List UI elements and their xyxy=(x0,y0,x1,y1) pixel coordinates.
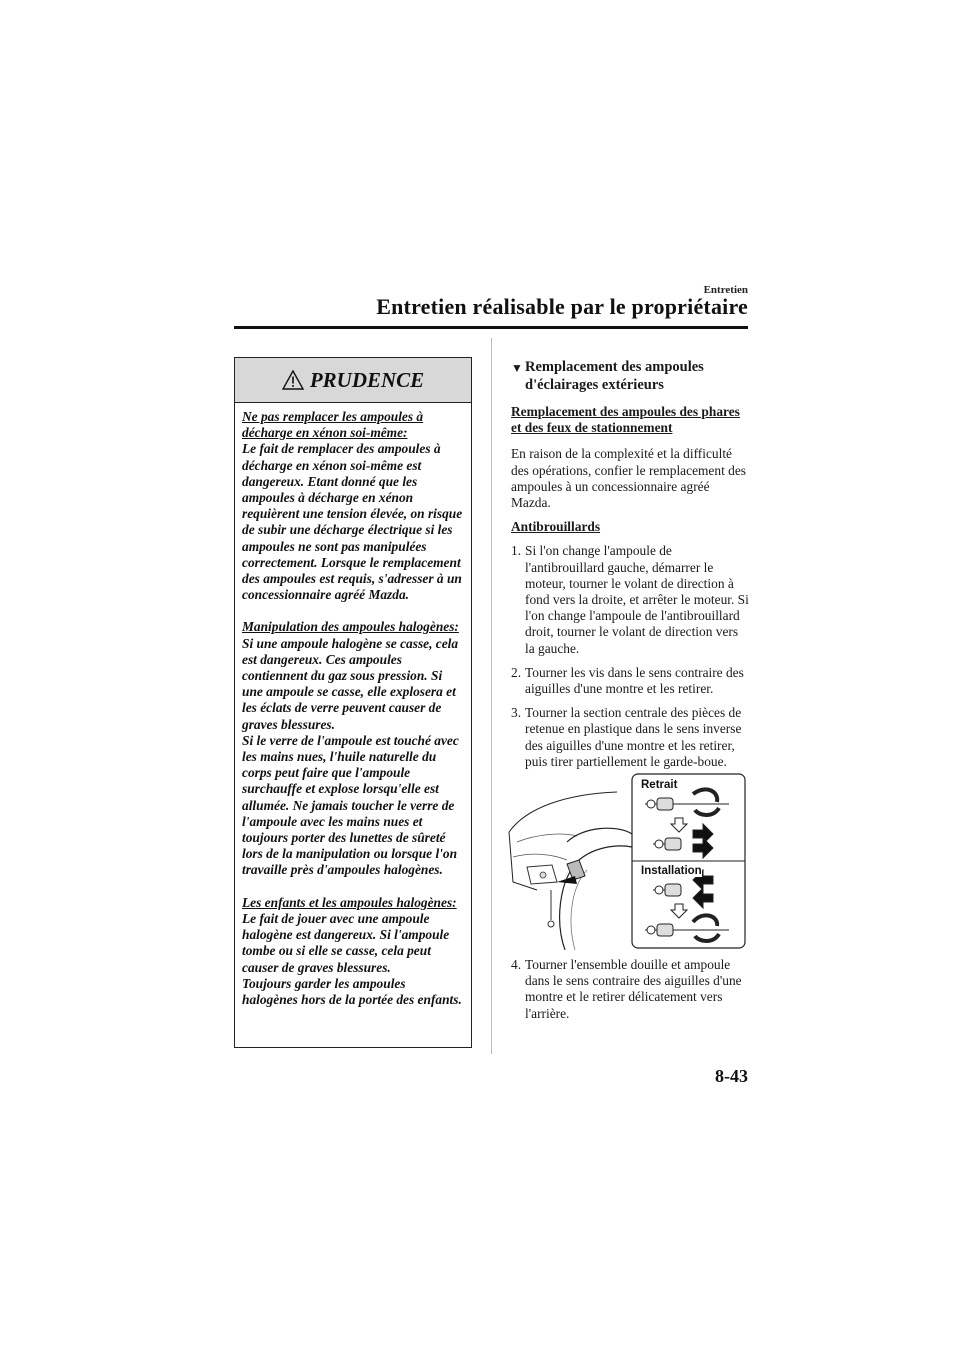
step-item xyxy=(511,665,751,697)
caution-box xyxy=(234,357,472,1048)
caution-heading-children: Les enfants et les ampoules halogènes: xyxy=(242,894,457,910)
section-heading xyxy=(511,358,751,394)
header-rule xyxy=(234,326,748,329)
column-divider xyxy=(491,338,492,1054)
step-number: 2. xyxy=(511,664,522,680)
intro-paragraph: En raison de la complexité et la difficulté des opérations, confier le remplacement des ampoules à un concessionnaire agréé Mazda. xyxy=(511,446,746,511)
car-fender-drawing xyxy=(507,772,747,950)
step-text: Tourner l'ensemble douille et ampoule dans le sens contraire des aiguilles d'une montre et le retirer délicatement vers l'arrière. xyxy=(525,957,742,1021)
header-section-label: Entretien xyxy=(703,284,748,296)
fog-lights-heading: Antibrouillards xyxy=(511,519,601,535)
section-marker-icon: ▼ xyxy=(511,361,523,375)
caution-text-halogen-2: Si le verre de l'ampoule est touché avec les mains nues, l'huile naturelle du corps peut faire que l'ampoule surchauffe et explose lorsqu'elle est allumée. Ne jamais toucher le verre de l'ampoule avec les mains nues et toujours porter des lunettes de sûreté lors de la manipulation ou lorsque l'on travaille près d'ampoules halogènes. xyxy=(242,732,459,878)
step-item xyxy=(511,543,751,656)
right-column xyxy=(511,358,751,770)
caution-header xyxy=(235,358,471,403)
caution-text-halogen: Si une ampoule halogène se casse, cela est dangereux. Ces ampoules contiennent du gaz sous pression. Si une ampoule se casse, elle explosera et les éclats de verre peuvent causer de graves blessures. xyxy=(242,635,459,732)
figure-label-remove: Retrait xyxy=(641,779,678,791)
step-number: 4. xyxy=(511,957,522,972)
step-text: Tourner la section centrale des pièces de retenue en plastique dans le sens inverse des aiguilles d'une montre et les retirer, puis tirer partiellement le garde-boue. xyxy=(525,705,742,769)
caution-text-children: Le fait de jouer avec une ampoule halogène est dangereux. Si l'ampoule tombe ou si elle se casse, cela peut causer de graves blessures. xyxy=(242,910,450,975)
caution-body xyxy=(235,403,471,1008)
warning-triangle-icon xyxy=(282,370,304,390)
step-text: Tourner les vis dans le sens contraire des aiguilles d'une montre et les retirer. xyxy=(525,664,744,697)
caution-text-xenon: Le fait de remplacer des ampoules à décharge en xénon soi-même est dangereux. Etant donné que les ampoules à décharge en xénon requièrent une tension élevée, on risque de subir une décharge électrique si les ampoules ne sont pas manipulées correctement. Lorsque le remplacement des ampoules est requis, s'adresser à un concessionnaire agréé Mazda. xyxy=(242,441,463,603)
step-item xyxy=(511,957,751,1022)
section-title: Remplacement des ampoules d'éclairages extérieurs xyxy=(525,359,704,393)
step-text: Si l'on change l'ampoule de l'antibrouillard gauche, démarrer le moteur, tourner le volant de direction à fond vers la droite, et arrêter le moteur. Si l'on change l'ampoule de l'antibrouillard droit, tourner le volant de direction vers la gauche. xyxy=(525,543,749,656)
figure-label-install: Installation xyxy=(641,865,702,877)
caution-title: PRUDENCE xyxy=(309,367,425,392)
step-item xyxy=(511,705,751,770)
caution-text-children-2: Toujours garder les ampoules halogènes hors de la portée des enfants. xyxy=(242,975,462,1007)
step-number: 1. xyxy=(511,543,522,559)
page-number: 8-43 xyxy=(715,1066,748,1086)
caution-heading-xenon: Ne pas remplacer les ampoules à décharge en xénon soi-même: xyxy=(242,409,424,441)
subsection-heading: Remplacement des ampoules des phares et des feux de stationnement xyxy=(511,404,740,436)
fog-lamp-illustration xyxy=(507,772,747,950)
step-4-container xyxy=(511,957,751,1022)
caution-heading-halogen: Manipulation des ampoules halogènes: xyxy=(242,619,459,635)
page-title: Entretien réalisable par le propriétaire xyxy=(376,294,748,319)
step-number: 3. xyxy=(511,705,522,721)
